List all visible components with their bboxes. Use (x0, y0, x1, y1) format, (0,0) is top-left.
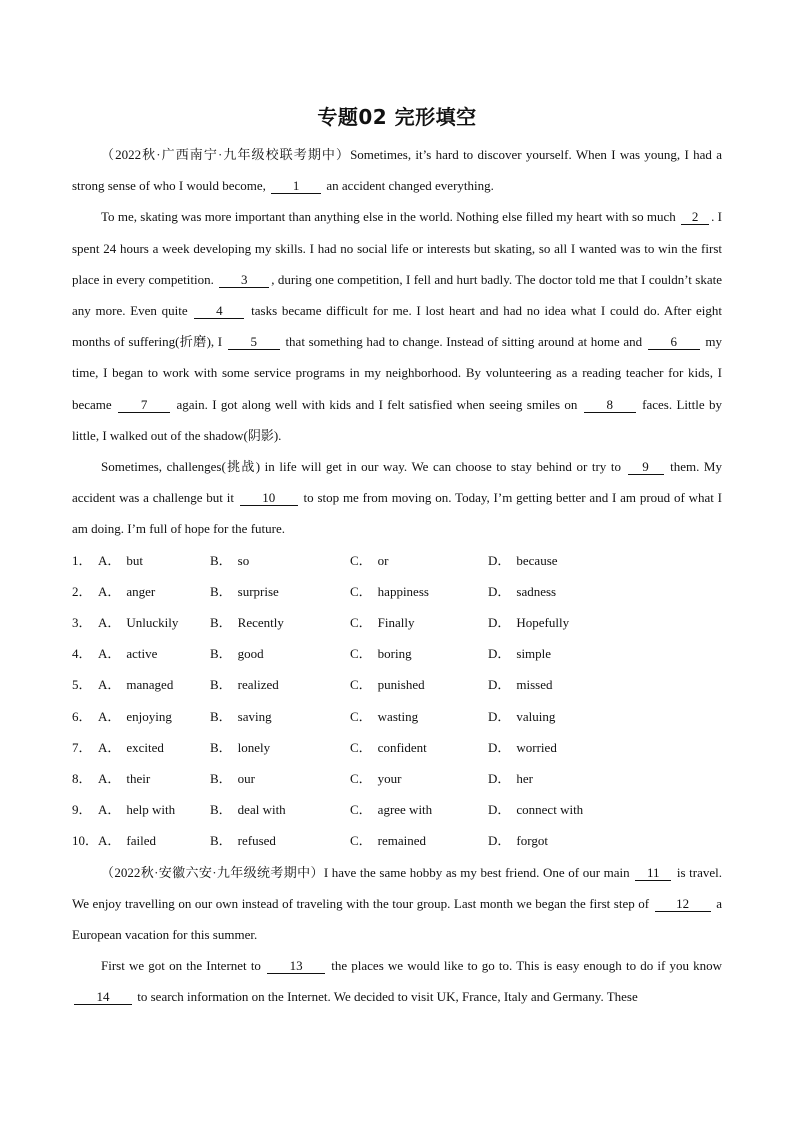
answer-blank: 8 (584, 398, 636, 413)
paragraph (72, 857, 722, 951)
question-row (72, 669, 722, 700)
answer-option (210, 732, 350, 763)
passage-text: To me, skating was more important than anything else in the world. Nothing else filled my heart with so much (101, 209, 680, 225)
answer-option (350, 638, 488, 669)
answer-blank: 3 (219, 273, 269, 288)
option-letter: A． (98, 552, 121, 568)
option-text: wasting (377, 708, 419, 724)
answer-blank: 2 (681, 210, 709, 225)
option-text: worried (516, 739, 557, 755)
answer-blank: 13 (267, 959, 325, 974)
answer-blank: 11 (635, 866, 671, 881)
answer-option (210, 545, 350, 576)
question-number: 9． (72, 802, 92, 818)
question-number: 2． (72, 583, 92, 599)
answer-blank: 6 (648, 335, 700, 350)
question-list (72, 545, 722, 857)
page-title: 专题02 完形填空 (317, 105, 477, 129)
option-text: deal with (237, 802, 286, 818)
option-text: so (237, 552, 250, 568)
answer-blank: 12 (655, 897, 711, 912)
option-letter: B． (210, 583, 232, 599)
passage-text: to search information on the Internet. We decided to visit UK, France, Italy and Germany. These (134, 989, 638, 1005)
option-letter: A． (98, 802, 121, 818)
passage-text: to stop me from moving on. Today, I’m getting better and I am proud of what I am doing. I’m full of hope for the future. (72, 490, 722, 537)
question-number: 5． (72, 677, 92, 693)
option-letter: D． (488, 708, 511, 724)
answer-option (488, 669, 628, 700)
answer-blank: 5 (228, 335, 280, 350)
option-text: saving (237, 708, 272, 724)
answer-option (488, 576, 628, 607)
passage-text: them. My accident was a challenge but it (72, 459, 722, 506)
option-letter: A． (98, 833, 121, 849)
option-text: anger (126, 583, 156, 599)
answer-blank: 1 (271, 179, 321, 194)
option-text: lonely (237, 739, 271, 755)
option-letter: A． (98, 708, 121, 724)
option-letter: B． (210, 646, 232, 662)
answer-option (98, 576, 210, 607)
question-row (72, 763, 722, 794)
passage-text: faces. Little by little, I walked out of the shadow(阴影). (72, 396, 723, 443)
answer-option (98, 701, 210, 732)
answer-option (350, 576, 488, 607)
question-row (72, 607, 722, 638)
option-text: help with (126, 802, 176, 818)
answer-option (350, 545, 488, 576)
paragraph (72, 451, 722, 545)
option-letter: A． (98, 615, 121, 631)
option-text: her (516, 770, 533, 786)
passage-1 (72, 139, 722, 545)
answer-option (350, 669, 488, 700)
answer-option (98, 825, 210, 856)
answer-blank: 9 (628, 460, 664, 475)
answer-option (210, 763, 350, 794)
paragraph (72, 139, 722, 201)
option-letter: D． (488, 802, 511, 818)
option-letter: C． (350, 552, 372, 568)
answer-option (98, 638, 210, 669)
passage-text: First we got on the Internet to (101, 958, 266, 974)
option-letter: D． (488, 739, 511, 755)
answer-option (210, 607, 350, 638)
answer-option (488, 825, 628, 856)
option-text: punished (377, 677, 425, 693)
answer-blank: 10 (240, 491, 298, 506)
question-row (72, 732, 722, 763)
option-text: your (377, 770, 402, 786)
option-letter: B． (210, 615, 232, 631)
option-text: remained (377, 833, 427, 849)
option-letter: C． (350, 615, 372, 631)
option-text: boring (377, 646, 412, 662)
option-letter: C． (350, 708, 372, 724)
option-text: enjoying (126, 708, 172, 724)
answer-option (488, 607, 628, 638)
option-text: agree with (377, 802, 433, 818)
option-letter: C． (350, 583, 372, 599)
option-letter: C． (350, 802, 372, 818)
question-number: 6． (72, 708, 92, 724)
option-text: managed (126, 677, 174, 693)
option-letter: C． (350, 646, 372, 662)
answer-option (350, 825, 488, 856)
option-letter: C． (350, 739, 372, 755)
passage-text: Sometimes, challenges(挑战) in life will get in our way. We can choose to stay behind or try to (101, 459, 626, 475)
option-letter: B． (210, 552, 232, 568)
option-text: excited (126, 739, 164, 755)
option-letter: D． (488, 583, 511, 599)
option-letter: B． (210, 833, 232, 849)
option-text: active (126, 646, 158, 662)
option-text: good (237, 646, 264, 662)
answer-option (488, 701, 628, 732)
answer-option (98, 794, 210, 825)
option-letter: B． (210, 770, 232, 786)
question-number: 7． (72, 739, 92, 755)
answer-option (488, 763, 628, 794)
option-letter: A． (98, 739, 121, 755)
option-letter: D． (488, 770, 511, 786)
question-number: 1． (72, 552, 92, 568)
answer-option (210, 794, 350, 825)
question-number: 3． (72, 615, 92, 631)
option-letter: A． (98, 677, 121, 693)
option-text: confident (377, 739, 427, 755)
option-letter: B． (210, 739, 232, 755)
passage-2 (72, 857, 722, 1013)
passage-text: the places we would like to go to. This is easy enough to do if you know (327, 958, 722, 974)
question-number: 4． (72, 646, 92, 662)
option-letter: C． (350, 770, 372, 786)
answer-option (488, 794, 628, 825)
option-text: happiness (377, 583, 429, 599)
answer-option (98, 545, 210, 576)
option-text: connect with (516, 802, 584, 818)
passage-text: is travel. We enjoy travelling on our own instead of traveling with the tour group. Last month we began the first step of (72, 864, 723, 911)
option-text: sadness (516, 583, 557, 599)
option-text: their (126, 770, 151, 786)
question-row (72, 638, 722, 669)
passage-text: . I spent 24 hours a week developing my skills. I had no social life or interests but skating, so all I wanted was to win the first place in every competition. (72, 209, 722, 287)
option-letter: A． (98, 770, 121, 786)
answer-option (210, 638, 350, 669)
answer-blank: 4 (194, 304, 244, 319)
passage-text: again. I got along well with kids and I felt satisfied when seeing smiles on (172, 396, 582, 412)
question-number: 8． (72, 770, 92, 786)
question-row (72, 794, 722, 825)
option-text: realized (237, 677, 279, 693)
option-text: Finally (377, 615, 415, 631)
option-text: or (377, 552, 389, 568)
passage-text: （2022秋·安徽六安·九年级统考期中）I have the same hobby as my best friend. One of our main (101, 864, 634, 880)
option-text: because (516, 552, 558, 568)
option-text: but (126, 552, 144, 568)
option-text: forgot (516, 833, 548, 849)
option-letter: D． (488, 677, 511, 693)
option-text: missed (516, 677, 553, 693)
passage-text: that something had to change. Instead of sitting around at home and (281, 334, 646, 350)
answer-option (350, 732, 488, 763)
answer-option (210, 825, 350, 856)
question-row (72, 576, 722, 607)
passage-text: tasks became difficult for me. I lost heart and had no idea what I could do. After eight months of suffering(折磨), I (72, 303, 723, 350)
option-text: surprise (237, 583, 279, 599)
option-text: simple (516, 646, 552, 662)
paragraph (72, 950, 722, 1012)
paragraph (72, 201, 722, 451)
answer-option (350, 763, 488, 794)
passage-text: , during one competition, I fell and hurt badly. The doctor told me that I couldn’t skate any more. Even quite (72, 271, 722, 319)
question-number: 10． (72, 833, 99, 849)
option-text: Hopefully (516, 615, 570, 631)
option-text: our (237, 770, 256, 786)
option-letter: C． (350, 677, 372, 693)
option-text: valuing (516, 708, 556, 724)
answer-option (488, 732, 628, 763)
question-row (72, 701, 722, 732)
answer-option (488, 638, 628, 669)
option-letter: B． (210, 802, 232, 818)
passage-text: （2022秋·广西南宁·九年级校联考期中）Sometimes, it’s hard to discover yourself. When I was young, I had a strong sense of who I would become, (72, 147, 722, 194)
answer-blank: 14 (74, 990, 132, 1005)
question-row (72, 545, 722, 576)
option-letter: D． (488, 615, 511, 631)
option-letter: C． (350, 833, 372, 849)
answer-option (210, 669, 350, 700)
option-text: Recently (237, 615, 284, 631)
option-letter: B． (210, 677, 232, 693)
passage-text: my time, I began to work with some service programs in my neighborhood. By volunteering as a reading teacher for kids, I became (72, 334, 723, 412)
answer-option (210, 701, 350, 732)
passage-text: an accident changed everything. (323, 178, 494, 194)
option-letter: D． (488, 552, 511, 568)
answer-option (350, 607, 488, 638)
answer-option (98, 732, 210, 763)
option-text: failed (126, 833, 156, 849)
document-content (72, 139, 722, 1013)
option-letter: A． (98, 583, 121, 599)
option-letter: D． (488, 646, 511, 662)
option-letter: B． (210, 708, 232, 724)
option-text: refused (237, 833, 276, 849)
passage-text: a European vacation for this summer. (72, 895, 722, 942)
option-letter: D． (488, 833, 511, 849)
option-text: Unluckily (126, 615, 179, 631)
question-row (72, 825, 722, 856)
option-letter: A． (98, 646, 121, 662)
answer-option (98, 607, 210, 638)
answer-blank: 7 (118, 398, 170, 413)
answer-option (350, 701, 488, 732)
answer-option (488, 545, 628, 576)
answer-option (210, 576, 350, 607)
answer-option (98, 763, 210, 794)
answer-option (350, 794, 488, 825)
answer-option (98, 669, 210, 700)
